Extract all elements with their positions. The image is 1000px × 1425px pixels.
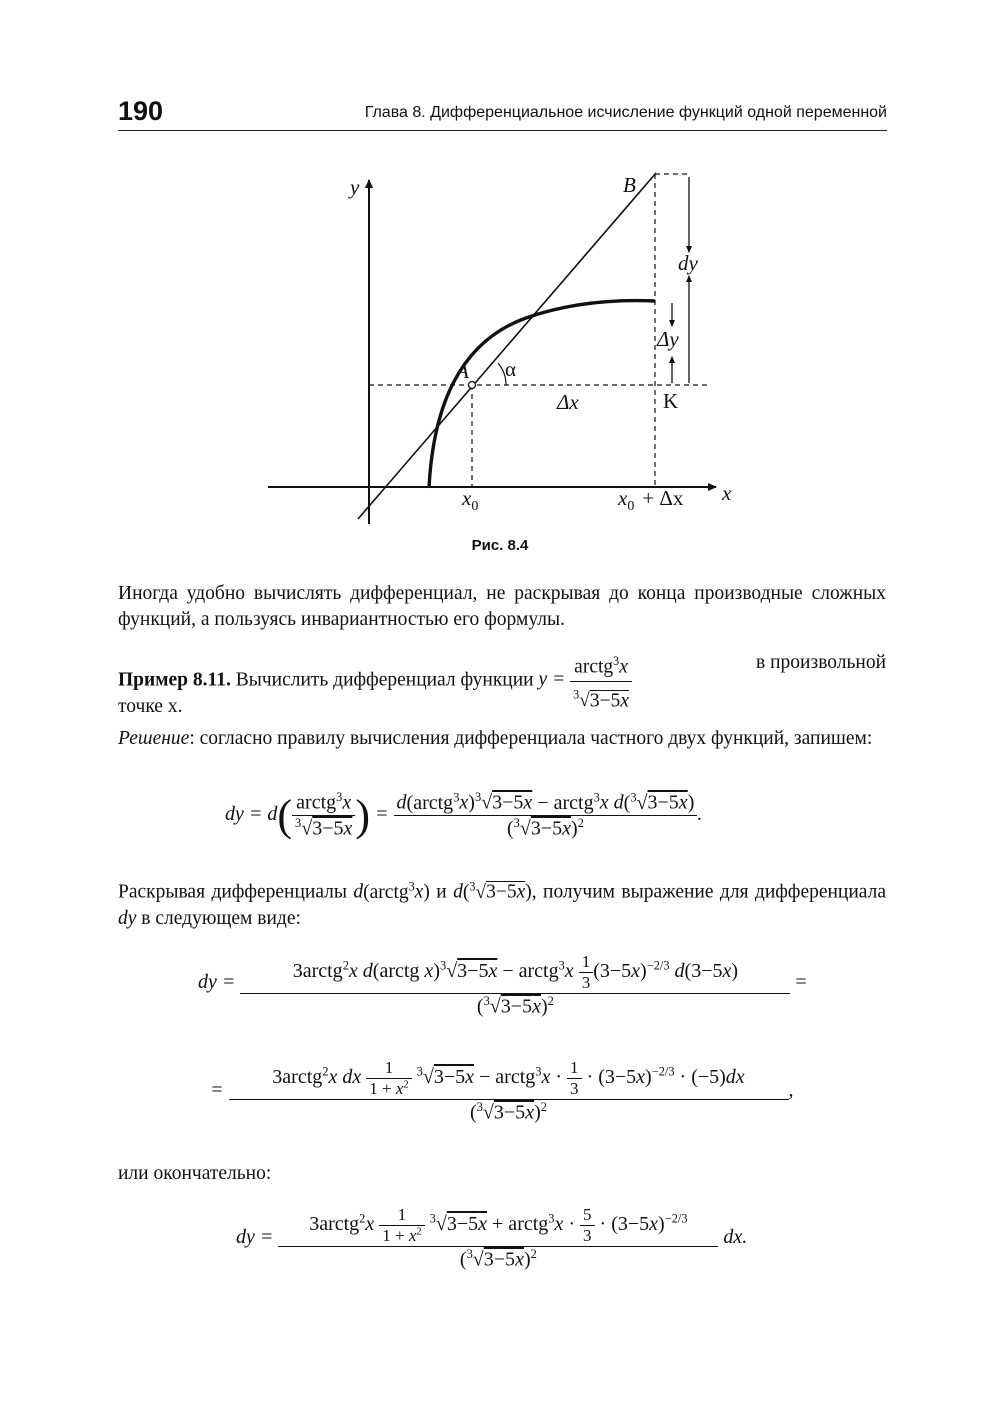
running-title: Глава 8. Дифференциальное исчисление функций одной переменной [364,104,887,121]
solution-text: : согласно правилу вычисления дифференциала частного двух функций, запишем: [189,728,873,749]
expand-text-3: в следующем виде: [141,907,301,929]
x0-dx-label-x: x [618,486,628,510]
example-label: Пример 8.11. [118,669,231,691]
expand-text-2: , получим выражение для дифференциала [531,881,887,903]
tangent-line [358,173,656,519]
finally-text: или окончательно: [118,1163,272,1184]
point-b-label: B [623,173,636,197]
y-axis-label: y [350,175,360,199]
x0-label-sub: 0 [471,499,479,514]
dy-label: dy [678,251,698,275]
solution-label: Решение [118,728,190,749]
figure-8-4 [0,160,1000,535]
delta-x-label: Δx [557,390,579,414]
formula-1: dy = d( $\frac{arctg^3x}{^3√3-5x}$ ) = $\frac{d(arctg^3x)^3√3-5x - arctg^3x d(^3√3-5x)}{(^3√3-5x)^2}$ . [225,790,703,840]
x0-label-x: x [462,486,472,510]
formula-3: = 3arctg$^2$x dx $\frac{1}{1 + x^2}$ $^3$√3−5x − arctg$^3$x · $\frac{1}{3}$ · $(3-5x)^{-2/3} \cdot (-5)dx$ $(^3√3-5x)^2$ , [210,1058,794,1124]
intro-paragraph: Иногда удобно вычислять дифференциал, не раскрывая до конца производные сложных функций, а пользуясь инвариантностью его формулы. [118,583,886,630]
example-text: Вычислить дифференциал функции [235,669,534,691]
solution-paragraph [118,726,886,752]
example-function: y = $\frac{arctg^3x}{^3√3-5x}$ [538,669,631,690]
expand-text-1: Раскрывая дифференциалы [118,881,347,903]
page-number: 190 [118,96,164,126]
x0-dx-label-plus: + Δx [642,486,684,510]
x-axis-label: x [722,481,732,505]
example-suffix: в произвольной [756,652,886,673]
expand-text-and: и [436,881,447,903]
example-end: точке x. [118,696,183,717]
function-curve [429,301,655,488]
x0-dx-label-sub: 0 [627,499,635,514]
formula-4: dy = 3arctg$^2$x $\frac{1}{1 + x^2}$ $^3$√3−5x + arctg$^3$x · $\frac{5}{3}$ · $(3-5x)^{-2/3}$ $(^3√3-5x)^2$ dx. [236,1205,748,1271]
x0-label [461,486,478,514]
x0-dx-label [617,486,684,514]
point-k-label: K [663,389,679,413]
example-fraction: $\frac{arctg^3x}{^3√3-5x}$ [570,648,632,714]
point-a-label: A [456,359,469,383]
page-header [118,94,887,131]
point-a-marker [469,382,476,389]
formula-2: dy = 3arctg$^2$x d(arctg x)$^3$√3−5x − arctg$^3$x $\frac{1}{3}$ $(3-5x)^{-2/3}$ d(3−5x) $(^3√3-5x)^2$ = [198,948,807,1019]
expand-paragraph: Раскрывая дифференциалы d(arctg$^3$x) и d($^3$√3−5x), получим выражение для дифференциала dy в следующем виде: [118,879,887,929]
alpha-label: α [505,357,517,381]
delta-y-label: Δy [657,327,679,351]
figure-caption: Рис. 8.4 [471,537,529,554]
